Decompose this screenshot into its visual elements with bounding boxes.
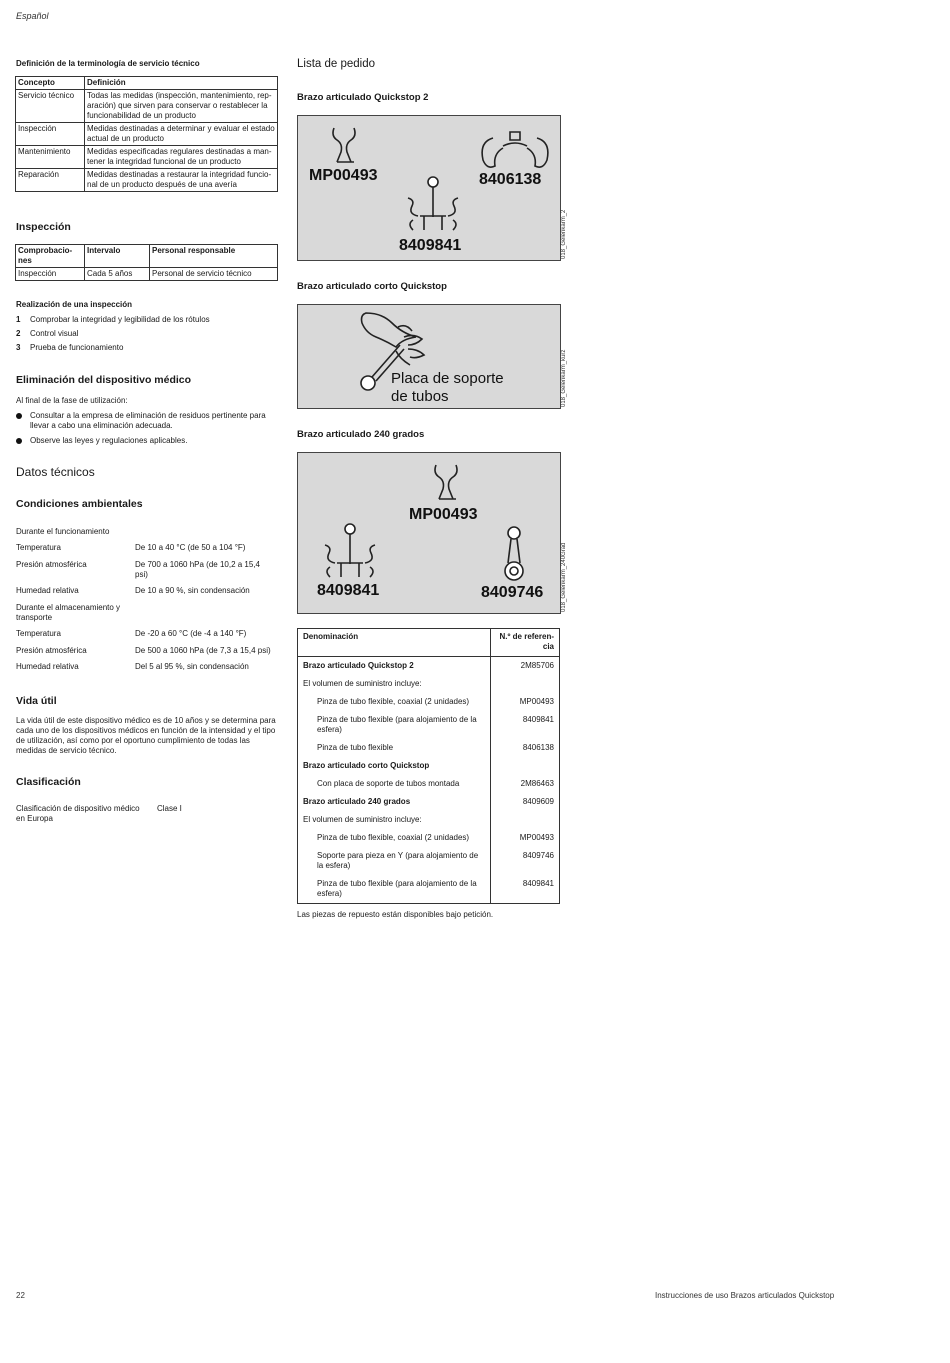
table-row [298, 829, 560, 847]
disposal-intro: Al final de la fase de utilización: [16, 396, 128, 405]
step-text: Prueba de funcionamiento [30, 343, 124, 352]
list-item [16, 329, 278, 338]
order-item-name: Pinza de tubo flexible, coaxial (2 unidades) [317, 697, 470, 706]
order-item-ref: 8409746 [491, 847, 560, 875]
order-item-name: Soporte para pieza en Y (para alojamiento de la esfera) [317, 851, 479, 870]
table-cell: Personal de servicio técnico [150, 268, 278, 281]
inspection-procedure-title: Realización de una inspección [16, 300, 133, 309]
table-cell: Servicio técnico [16, 90, 85, 123]
part-label: MP00493 [409, 506, 478, 523]
spec-label: Presión atmosférica [16, 560, 87, 569]
figure-1-title: Brazo articulado Quickstop 2 [297, 92, 429, 103]
page-number: 22 [16, 1291, 25, 1300]
order-item-name: El volumen de suministro incluye: [303, 679, 422, 688]
table-row [16, 90, 278, 123]
terminology-table [15, 76, 278, 192]
spec-value: De 700 a 1060 hPa (de 10,2 a 15,4 psi) [135, 560, 260, 579]
table-cell: Medidas destinadas a determinar y evaluar el estado actual de un producto [85, 123, 278, 146]
footer-document-title: Instrucciones de uso Brazos articulados Quickstop [655, 1291, 835, 1300]
order-item-name: Pinza de tubo flexible (para alojamiento de la esfera) [317, 879, 477, 898]
part-label: 8409746 [481, 584, 544, 601]
classification-value: Clase I [157, 804, 182, 813]
order-item-ref: 8409609 [491, 793, 560, 811]
order-item-ref: 2M86463 [491, 775, 560, 793]
order-table [297, 628, 560, 904]
operation-label: Durante el funcionamiento [16, 527, 110, 536]
step-text: Comprobar la integridad y legibilidad de los rótulos [30, 315, 210, 324]
table-row [16, 123, 278, 146]
document-language: Español [16, 11, 49, 21]
order-header-ref: N.º de referen-cia [491, 629, 560, 657]
figure-2-id: 018_Gelenkarm_kurz [561, 349, 567, 407]
spec-label: Humedad relativa [16, 662, 79, 671]
figure-2-title: Brazo articulado corto Quickstop [297, 281, 447, 292]
order-item-ref [491, 675, 560, 693]
table-row [298, 675, 560, 693]
inspection-table [15, 244, 278, 281]
spec-label: Temperatura [16, 629, 61, 638]
table-row [298, 711, 560, 739]
inspection-steps [16, 315, 278, 357]
figure-3-id: 018_Gelenkarm_240Grad [561, 542, 567, 612]
spec-value: De 10 a 90 %, sin condensación [135, 586, 250, 595]
table-cell: Cada 5 años [85, 268, 150, 281]
part-label: MP00493 [309, 167, 378, 184]
order-item-name: Brazo articulado Quickstop 2 [303, 661, 414, 670]
inspection-header-personnel: Personal responsable [150, 245, 278, 268]
terminology-title: Definición de la terminología de servicio técnico [16, 59, 200, 68]
table-row [298, 847, 560, 875]
order-item-ref [491, 811, 560, 829]
table-row [298, 793, 560, 811]
spec-value: Del 5 al 95 %, sin condensación [135, 662, 249, 671]
table-cell: Medidas destinadas a restaurar la integridad funcio-nal de un producto después de una avería [85, 169, 278, 192]
spare-parts-note: Las piezas de repuesto están disponibles bajo petición. [297, 910, 494, 919]
order-item-name: Con placa de soporte de tubos montada [317, 779, 460, 788]
table-row [298, 657, 560, 676]
technical-title: Datos técnicos [16, 465, 95, 479]
order-header-name: Denominación [298, 629, 491, 657]
order-item-ref: 8409841 [491, 875, 560, 904]
classification-label: Clasificación de dispositivo médico en Europa [16, 804, 140, 823]
order-item-name: Brazo articulado 240 grados [303, 797, 411, 806]
storage-label: Durante el almacenamiento y transporte [16, 603, 121, 622]
order-item-name: Brazo articulado corto Quickstop [303, 761, 430, 770]
figure-quickstop-short [297, 304, 561, 409]
list-item [16, 315, 278, 324]
step-text: Control visual [30, 329, 79, 338]
disposal-title: Eliminación del dispositivo médico [16, 374, 192, 386]
spec-value: De -20 a 60 °C (de -4 a 140 °F) [135, 629, 247, 638]
part-label: 8409841 [317, 582, 380, 599]
inspection-header-interval: Intervalo [85, 245, 150, 268]
part-label-line-1: Placa de soporte [391, 370, 504, 387]
inspection-title: Inspección [16, 221, 71, 233]
order-item-ref: MP00493 [491, 829, 560, 847]
figure-3-title: Brazo articulado 240 grados [297, 429, 425, 440]
table-cell: Inspección [16, 123, 85, 146]
table-cell: Todas las medidas (inspección, mantenimiento, rep-aración) que sirven para conservar o restablecer la funcionabilidad de un producto [85, 90, 278, 123]
table-row [298, 739, 560, 757]
figure-quickstop-2 [297, 115, 561, 261]
spec-value: De 500 a 1060 hPa (de 7,3 a 15,4 psi) [135, 646, 271, 655]
step-number: 1 [16, 315, 21, 324]
spec-label: Presión atmosférica [16, 646, 87, 655]
order-item-name: El volumen de suministro incluye: [303, 815, 422, 824]
table-row [298, 693, 560, 711]
figure-240-degrees [297, 452, 561, 614]
order-item-name: Pinza de tubo flexible (para alojamiento de la esfera) [317, 715, 477, 734]
list-item [16, 343, 278, 352]
spec-label: Temperatura [16, 543, 61, 552]
table-cell: Medidas especificadas regulares destinadas a man-tener la integridad funcional de un producto [85, 146, 278, 169]
order-item-name: Pinza de tubo flexible, coaxial (2 unidades) [317, 833, 470, 842]
terminology-header-definition: Definición [85, 77, 278, 90]
step-number: 3 [16, 343, 21, 352]
spec-value: De 10 a 40 °C (de 50 a 104 °F) [135, 543, 246, 552]
table-row [298, 757, 560, 775]
disposal-bullets [16, 411, 278, 451]
inspection-header-checks: Comprobacio-nes [16, 245, 85, 268]
figure-1-id: 018_Gelenkarm_2 [561, 209, 567, 259]
table-cell: Inspección [16, 268, 85, 281]
list-item: Consultar a la empresa de eliminación de residuos pertinente para llevar a cabo una eliminación adecuada. [16, 411, 278, 431]
lifetime-title: Vida útil [16, 695, 57, 707]
table-row [16, 169, 278, 192]
order-item-ref: MP00493 [491, 693, 560, 711]
order-item-ref: 2M85706 [491, 657, 560, 676]
table-row [298, 811, 560, 829]
order-item-ref: 8409841 [491, 711, 560, 739]
spec-label: Humedad relativa [16, 586, 79, 595]
table-row [298, 775, 560, 793]
part-label: 8409841 [399, 237, 462, 254]
order-table-body [298, 657, 560, 904]
order-item-ref [491, 757, 560, 775]
order-item-ref: 8406138 [491, 739, 560, 757]
terminology-header-concept: Concepto [16, 77, 85, 90]
table-row [16, 146, 278, 169]
part-label: 8406138 [479, 171, 542, 188]
order-list-title: Lista de pedido [297, 58, 376, 70]
environment-title: Condiciones ambientales [16, 498, 143, 510]
step-number: 2 [16, 329, 21, 338]
classification-title: Clasificación [16, 776, 81, 788]
order-item-name: Pinza de tubo flexible [317, 743, 394, 752]
lifetime-text: La vida útil de este dispositivo médico es de 10 años y se determina para cada uno de los dispositivos médicos en función de la intensidad y el tipo de utilización, así como por el oportuno cumplimiento de todas las medidas de servicio técnico. [16, 716, 276, 755]
part-label-line-2: de tubos [391, 388, 449, 405]
table-row [16, 268, 278, 281]
table-cell: Reparación [16, 169, 85, 192]
table-row [298, 875, 560, 904]
list-item: Observe las leyes y regulaciones aplicables. [16, 436, 278, 446]
table-cell: Mantenimiento [16, 146, 85, 169]
